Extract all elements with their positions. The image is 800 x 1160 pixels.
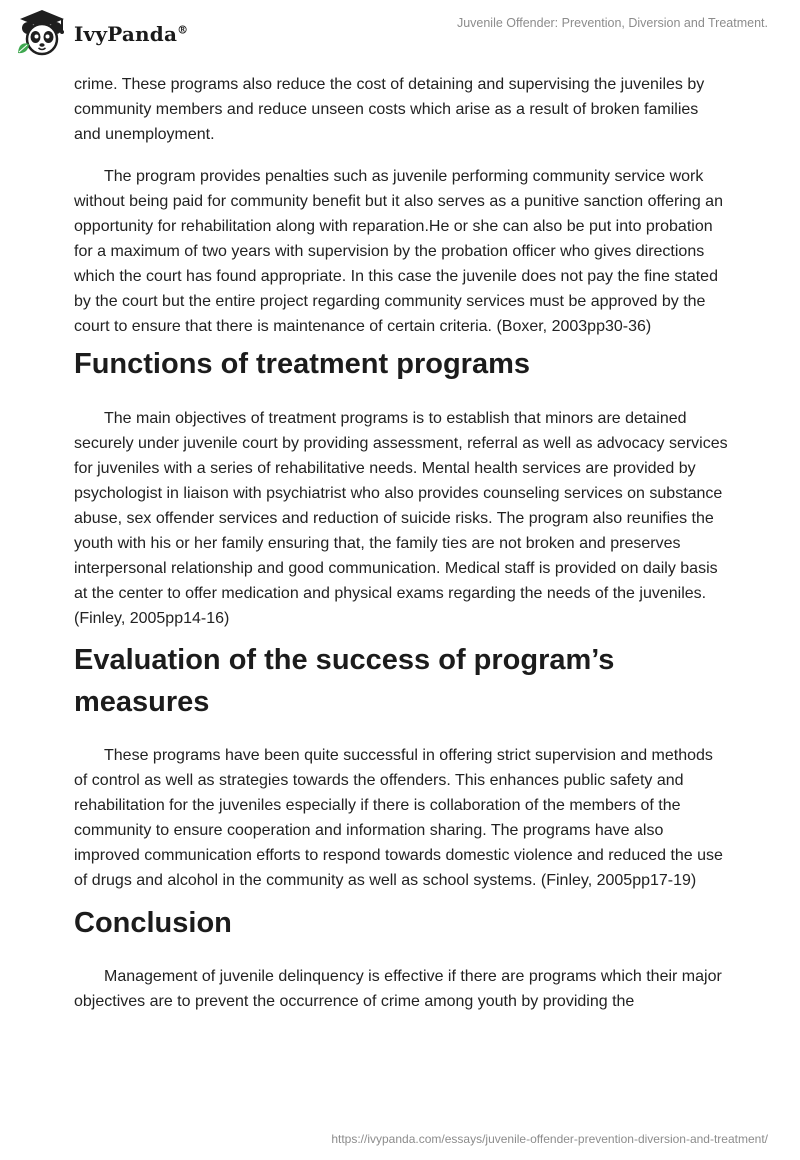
paragraph: The program provides penalties such as juvenile performing community service work without being paid for community benefit but it also serves as a punitive sanction offering an opportunity for rehabilitation along with reparation.He or she can also be put into probation for a maximum of two years with supervision by the probation officer who gives directions which the court has found appropriate. In this case the juvenile does not pay the fine stated by the court but the entire project regarding community services must be approved by the court to ensure that there is maintenance of certain criteria. (Boxer, 2003pp30-36) <box>74 168 723 335</box>
document-title: Juvenile Offender: Prevention, Diversion and Treatment. <box>456 16 768 30</box>
brand-name: IvyPanda® <box>74 22 189 46</box>
panda-graduate-icon <box>14 8 70 60</box>
essay-content <box>74 72 728 1014</box>
registered-mark: ® <box>177 23 189 37</box>
section-heading-conclusion: Conclusion <box>74 907 232 939</box>
source-url[interactable]: https://ivypanda.com/essays/juvenile-offender-prevention-diversion-and-treatment/ <box>331 1132 768 1146</box>
paragraph: The main objectives of treatment programs is to establish that minors are detained securely under juvenile court by providing assessment, referral as well as advocacy services for juveniles with a series of rehabilitative needs. Mental health services are provided by psychologist in liaison with psychiatrist who also provides counseling services on substance abuse, sex offender services and reduction of suicide risks. The program also reunifies the youth with his or her family ensuring that, the family ties are not broken and preserves interpersonal relationship and good communication. Medical staff is provided on daily basis at the center to offer medication and physical exams regarding the needs of the juveniles. (Finley, 2005pp14-16) <box>74 410 728 627</box>
ivypanda-logo[interactable] <box>14 8 188 60</box>
section-heading-evaluation: Evaluation of the success of program’s measures <box>74 644 615 718</box>
paragraph: crime. These programs also reduce the cost of detaining and supervising the juveniles by community members and reduce unseen costs which arise as a result of broken families and unemployment. <box>74 76 705 143</box>
page-header <box>0 0 800 70</box>
paragraph: Management of juvenile delinquency is effective if there are programs which their major objectives are to prevent the occurrence of crime among youth by providing the <box>74 968 722 1010</box>
paragraph: These programs have been quite successful in offering strict supervision and methods of control as well as strategies towards the offenders. This enhances public safety and rehabilitation for the juveniles especially if there is collaboration of the members of the community to ensure cooperation and information sharing. The programs have also improved communication efforts to respond towards domestic violence and reduced the use of drugs and alcohol in the community as well as school systems. (Finley, 2005pp17-19) <box>74 747 723 889</box>
section-heading-functions: Functions of treatment programs <box>74 348 530 380</box>
